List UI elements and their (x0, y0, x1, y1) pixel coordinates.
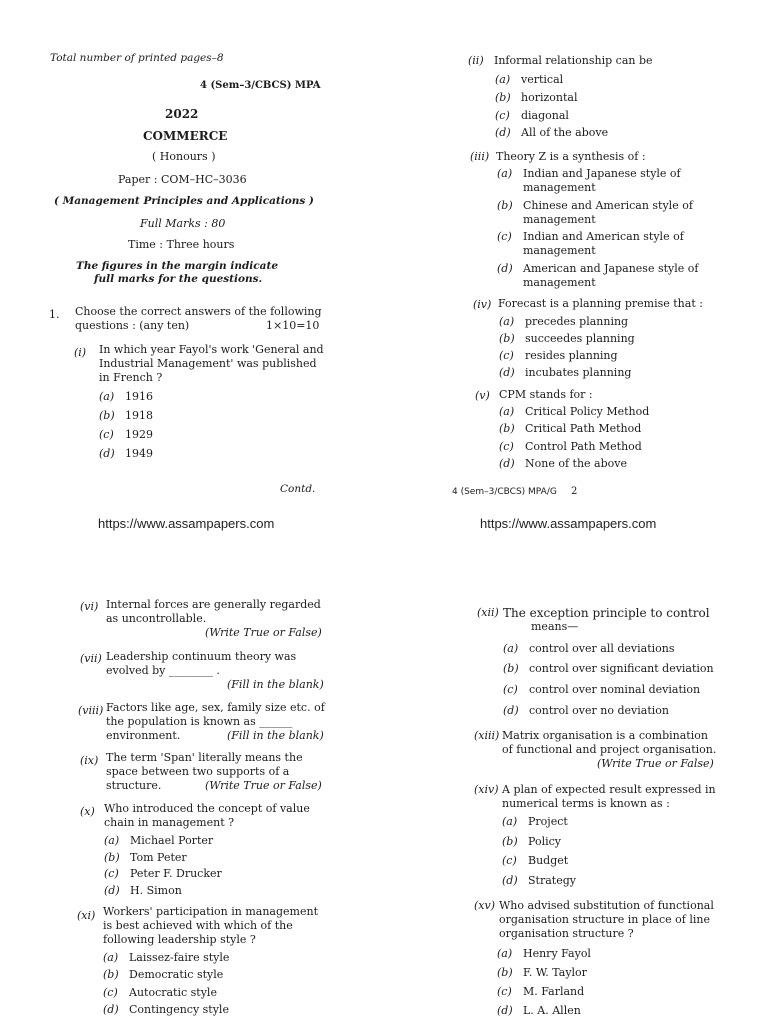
option: (d) H. Simon (104, 884, 182, 897)
question-ix-line3: structure. (106, 779, 162, 792)
option: (b) Tom Peter (104, 851, 187, 864)
question-i-line3: in French ? (99, 371, 163, 384)
margin-note-line2: full marks for the questions. (94, 273, 263, 285)
question-1-marks: 1×10=10 (266, 319, 320, 332)
question-i-line2: Industrial Management' was published (99, 357, 317, 370)
question-vii-line2: evolved by ________ . (106, 664, 220, 677)
paper-code: 4 (Sem–3/CBCS) MPA (200, 80, 321, 91)
option: (c) Peter F. Drucker (104, 867, 222, 880)
option: (a) Laissez-faire style (103, 951, 230, 964)
option-continuation: management (523, 244, 596, 257)
question-xi-line3: following leadership style ? (103, 933, 256, 946)
question-xv-number: (xv) (474, 899, 496, 912)
question-viii-line3: environment. (106, 729, 181, 742)
question-v-number: (v) (475, 389, 490, 402)
question-i-number: (i) (74, 346, 87, 359)
option: (d) incubates planning (499, 366, 632, 379)
website-link-right[interactable]: https://www.assampapers.com (480, 516, 657, 531)
question-xv-line1: Who advised substitution of functional (499, 899, 714, 912)
option: (b) 1918 (99, 409, 153, 422)
option: (b) Democratic style (103, 968, 224, 981)
option: (a) vertical (495, 73, 564, 86)
option: (b) control over significant deviation (503, 662, 714, 675)
option: (a) Indian and Japanese style of (497, 167, 681, 180)
question-vi-number: (vi) (80, 600, 99, 613)
question-1-number: 1. (49, 308, 60, 321)
option: (c) M. Farland (497, 985, 585, 998)
option: (d) None of the above (499, 457, 627, 470)
question-vi-note: (Write True or False) (205, 626, 322, 639)
question-xiv-line2: numerical terms is known as : (502, 797, 670, 810)
option: (a) Project (502, 815, 568, 828)
option: (a) precedes planning (499, 315, 629, 328)
question-vii-number: (vii) (80, 652, 102, 665)
option: (b) Policy (502, 835, 561, 848)
paper-title: ( Management Principles and Applications ) (54, 195, 314, 207)
honours-label: ( Honours ) (152, 150, 216, 163)
option: (d) L. A. Allen (497, 1004, 581, 1017)
question-vi-line1: Internal forces are generally regarded (106, 598, 321, 611)
question-iii-line1: Theory Z is a synthesis of : (496, 150, 646, 163)
option-continuation: management (523, 213, 596, 226)
question-xv-line2: organisation structure in place of line (499, 913, 710, 926)
option: (a) Henry Fayol (497, 947, 591, 960)
question-xiv-line1: A plan of expected result expressed in (502, 783, 716, 796)
question-xiii-line2: of functional and project organisation. (502, 743, 717, 756)
page-footer-code: 4 (Sem–3/CBCS) MPA/G (452, 487, 557, 497)
question-x-line2: chain in management ? (104, 816, 235, 829)
option: (d) American and Japanese style of (497, 262, 699, 275)
question-xiii-line1: Matrix organisation is a combination (502, 729, 708, 742)
option: (b) Critical Path Method (499, 422, 642, 435)
question-v-line1: CPM stands for : (499, 388, 593, 401)
question-viii-note: (Fill in the blank) (227, 729, 324, 742)
option: (d) All of the above (495, 126, 609, 139)
subject-title: COMMERCE (143, 129, 228, 143)
question-x-line1: Who introduced the concept of value (104, 802, 310, 815)
question-vii-note: (Fill in the blank) (227, 678, 324, 691)
question-ii-number: (ii) (468, 54, 484, 67)
question-iii-number: (iii) (470, 150, 490, 163)
margin-note-line1: The figures in the margin indicate (76, 260, 279, 272)
question-xii-line2: means— (531, 620, 579, 633)
option: (c) Autocratic style (103, 986, 217, 999)
question-ix-line1: The term 'Span' literally means the (106, 751, 303, 764)
option: (b) Chinese and American style of (497, 199, 693, 212)
website-link-left[interactable]: https://www.assampapers.com (98, 516, 275, 531)
paper-number: Paper : COM–HC–3036 (118, 173, 247, 186)
question-xi-line2: is best achieved with which of the (103, 919, 293, 932)
question-xiii-note: (Write True or False) (597, 757, 714, 770)
option: (b) horizontal (495, 91, 578, 104)
option: (c) Control Path Method (499, 440, 642, 453)
question-iv-number: (iv) (473, 298, 492, 311)
question-ix-number: (ix) (80, 754, 99, 767)
question-xi-number: (xi) (77, 909, 96, 922)
option: (d) Strategy (502, 874, 576, 887)
question-xi-line1: Workers' participation in management (103, 905, 318, 918)
option: (d) control over no deviation (503, 704, 669, 717)
option: (d) Contingency style (103, 1003, 229, 1016)
option: (a) control over all deviations (503, 642, 675, 655)
question-viii-line2: the population is known as ______ (106, 715, 293, 728)
contd-label: Contd. (280, 483, 316, 495)
question-vii-line1: Leadership continuum theory was (106, 650, 297, 663)
option-continuation: management (523, 181, 596, 194)
question-vi-line2: as uncontrollable. (106, 612, 207, 625)
option: (c) Budget (502, 854, 569, 867)
question-viii-number: (viii) (78, 704, 104, 717)
option: (a) 1916 (99, 390, 153, 403)
question-viii-line1: Factors like age, sex, family size etc. of (106, 701, 325, 714)
question-x-number: (x) (80, 805, 95, 818)
option: (c) resides planning (499, 349, 618, 362)
question-ix-note: (Write True or False) (205, 779, 322, 792)
option-continuation: management (523, 276, 596, 289)
question-xiv-number: (xiv) (474, 783, 499, 796)
option: (d) 1949 (99, 447, 153, 460)
question-xii-line1: The exception principle to control (503, 606, 710, 620)
option: (c) diagonal (495, 109, 569, 122)
question-i-line1: In which year Fayol's work 'General and (99, 343, 324, 356)
question-ix-line2: space between two supports of a (106, 765, 290, 778)
option: (c) control over nominal deviation (503, 683, 701, 696)
page-number: 2 (571, 486, 578, 497)
option: (b) succeedes planning (499, 332, 635, 345)
question-xiii-number: (xiii) (474, 729, 500, 742)
exam-time: Time : Three hours (128, 238, 235, 251)
total-pages: Total number of printed pages–8 (50, 52, 224, 64)
question-1-line1: Choose the correct answers of the following (75, 305, 322, 318)
option: (a) Michael Porter (104, 834, 214, 847)
full-marks: Full Marks : 80 (140, 217, 226, 230)
question-iv-line1: Forecast is a planning premise that : (498, 297, 703, 310)
option: (c) Indian and American style of (497, 230, 684, 243)
option: (b) F. W. Taylor (497, 966, 587, 979)
question-xii-number: (xii) (477, 606, 499, 619)
question-ii-line1: Informal relationship can be (494, 54, 653, 67)
exam-year: 2022 (165, 107, 199, 121)
question-xv-line3: organisation structure ? (499, 927, 634, 940)
option: (a) Critical Policy Method (499, 405, 650, 418)
question-1-line2: questions : (any ten) (75, 319, 190, 332)
option: (c) 1929 (99, 428, 153, 441)
